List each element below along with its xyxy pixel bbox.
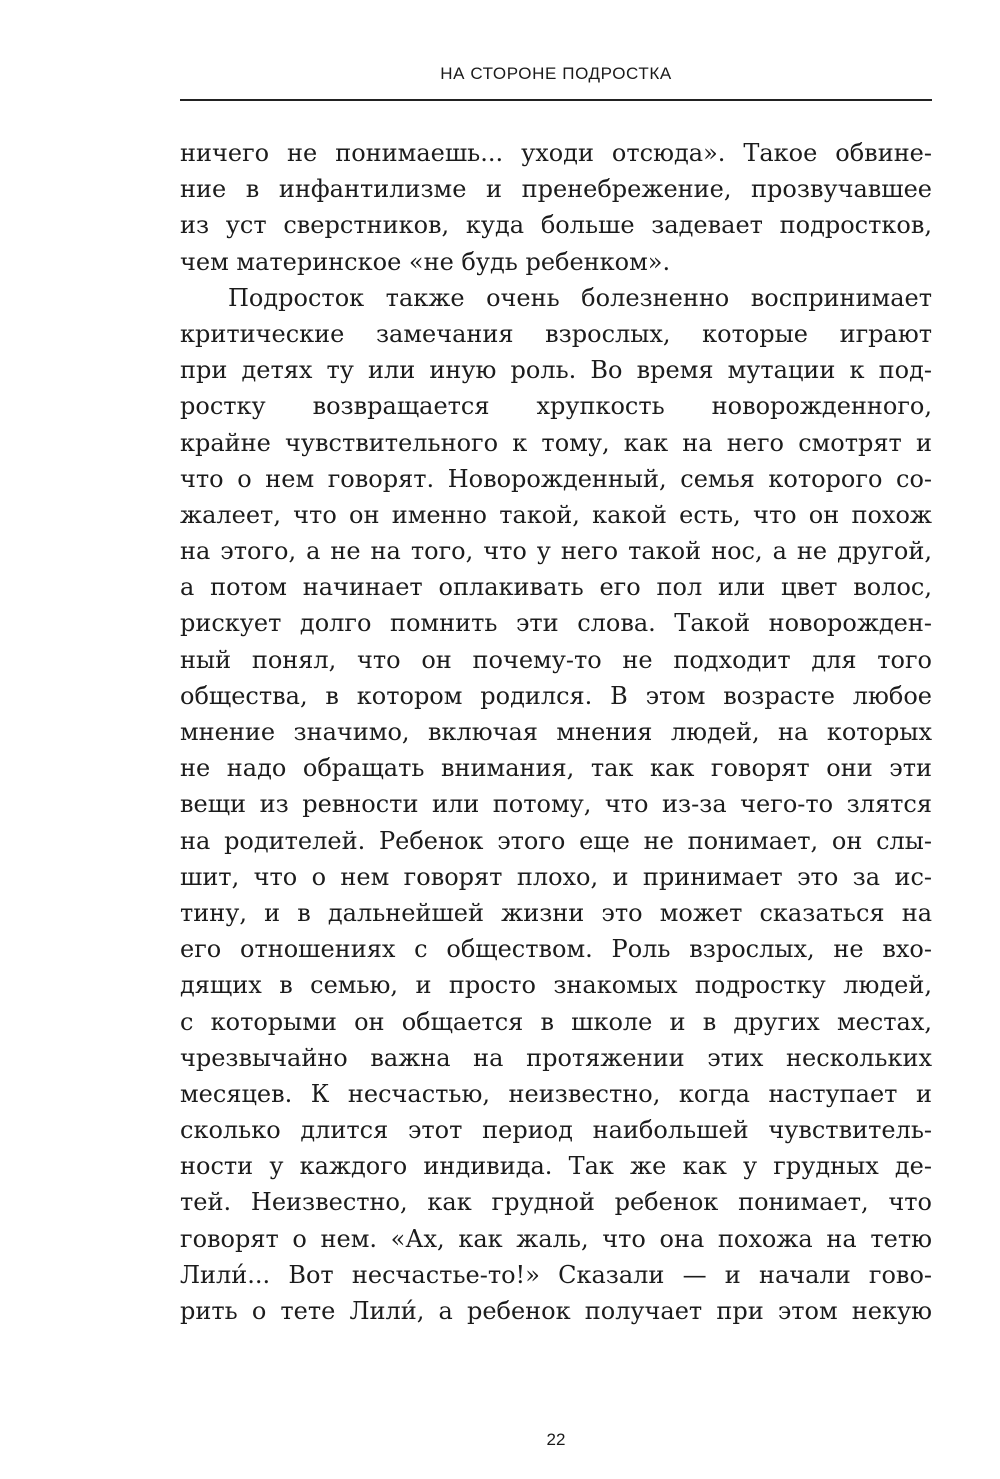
text-line: жалеет, что он именно такой, какой есть, что он похож — [180, 500, 932, 529]
text-line: ние в инфантилизме и пренебрежение, прозвучавшее — [180, 175, 932, 204]
text-line: из уст сверстников, куда больше задевает подростков, — [180, 211, 932, 240]
text-line: говорят о нем. «Ах, как жаль, что она похожа на тетю — [180, 1224, 932, 1253]
text-line: сколько длится этот период наибольшей чувствитель- — [180, 1116, 932, 1145]
text-line: дящих в семью, и просто знакомых подростку людей, — [180, 971, 932, 1000]
text-line: критические замечания взрослых, которые играют — [180, 319, 932, 348]
text-line: чем материнское «не будь ребенком». — [180, 247, 671, 276]
text-line: что о нем говорят. Новорожденный, семья которого со- — [180, 464, 932, 493]
text-line: шит, что о нем говорят плохо, и принимает это за ис- — [180, 862, 932, 891]
text-line: его отношениях с обществом. Роль взрослых, не вхо- — [180, 935, 932, 964]
text-line: ности у каждого индивида. Так же как у грудных де- — [180, 1152, 932, 1181]
text-line: тину, и в дальнейшей жизни это может сказаться на — [180, 898, 932, 927]
text-line: на родителей. Ребенок этого еще не понимает, он слы- — [180, 826, 932, 855]
text-line: ростку возвращается хрупкость новорожденного, — [180, 392, 932, 421]
text-line: рить о тете Лили́, а ребенок получает при этом некую — [180, 1297, 932, 1325]
text-line: месяцев. К несчастью, неизвестно, когда наступает и — [180, 1079, 932, 1108]
text-line: на этого, а не на того, что у него такой нос, а не другой, — [180, 537, 932, 566]
text-line: Лили́... Вот несчастье-то!» Сказали — и начали гово- — [180, 1260, 932, 1289]
text-line: Подросток также очень болезненно воспринимает — [228, 283, 932, 312]
text-line: рискует долго помнить эти слова. Такой новорожден- — [180, 609, 932, 638]
text-line: ничего не понимаешь... уходи отсюда». Такое обвине- — [180, 139, 932, 167]
text-line: а потом начинает оплакивать его пол или цвет волос, — [180, 573, 932, 602]
text-line: чрезвычайно важна на протяжении этих нескольких — [180, 1043, 932, 1072]
text-line: тей. Неизвестно, как грудной ребенок понимает, что — [180, 1188, 932, 1217]
text-line: ный понял, что он почему-то не подходит для того — [180, 645, 932, 674]
body-text — [180, 135, 932, 1329]
text-line: общества, в котором родился. В этом возрасте любое — [180, 681, 932, 710]
text-line: не надо обращать внимания, так как говорят они эти — [180, 754, 932, 783]
text-line: вещи из ревности или потому, что из-за чего-то злятся — [180, 790, 932, 819]
text-line: с которыми он общается в школе и в других местах, — [180, 1007, 932, 1036]
header-rule — [180, 99, 932, 101]
page-number: 22 — [546, 1430, 566, 1449]
text-line: при детях ту или иную роль. Во время мутации к под- — [180, 356, 932, 385]
text-line: мнение значимо, включая мнения людей, на которых — [180, 718, 932, 746]
text-line: крайне чувствительного к тому, как на него смотрят и — [180, 428, 932, 457]
running-title: НА СТОРОНЕ ПОДРОСТКА — [440, 64, 672, 83]
